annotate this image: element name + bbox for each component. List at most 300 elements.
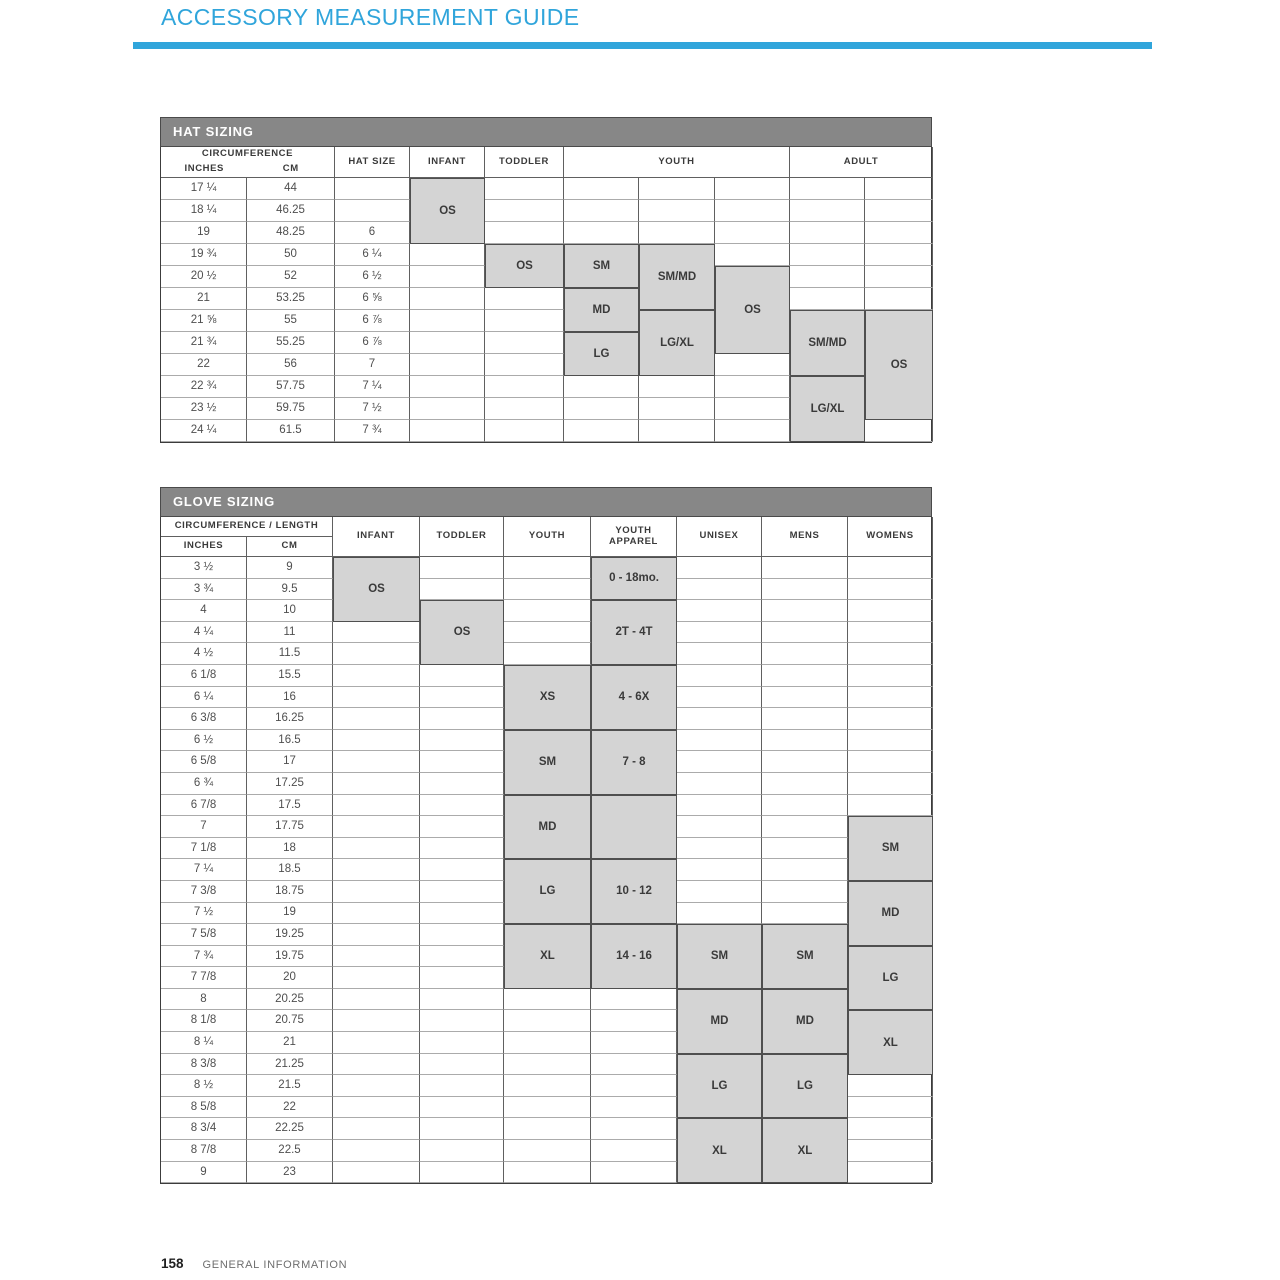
measurement-cell: 7 5/8	[161, 924, 247, 946]
measurement-cell: 21.5	[247, 1075, 333, 1097]
measurement-cell: 44	[247, 178, 335, 200]
size-cell-empty	[848, 751, 933, 773]
hat-sizing-table	[160, 117, 932, 443]
size-cell-empty	[848, 1140, 933, 1162]
sizing-grid	[160, 147, 932, 443]
measurement-cell: 3 ½	[161, 557, 247, 579]
size-cell-empty	[333, 967, 420, 989]
size-block: OS	[410, 178, 485, 244]
size-cell-empty	[333, 687, 420, 709]
measurement-cell: 21 ⅝	[161, 310, 247, 332]
size-cell-empty	[677, 643, 762, 665]
measurement-cell: 8 3/4	[161, 1118, 247, 1140]
size-cell-empty	[564, 376, 639, 398]
size-cell-empty	[420, 1032, 504, 1054]
measurement-cell: 56	[247, 354, 335, 376]
accent-rule	[133, 42, 1152, 49]
size-cell-empty	[677, 600, 762, 622]
size-block: OS	[865, 310, 933, 420]
size-block: OS	[715, 266, 790, 354]
measurement-cell: 18 ¼	[161, 200, 247, 222]
column-header: TODDLER	[420, 517, 504, 557]
measurement-cell: 8 ½	[161, 1075, 247, 1097]
measurement-cell: 8 7/8	[161, 1140, 247, 1162]
size-cell-empty	[420, 1097, 504, 1119]
size-cell-empty	[333, 1032, 420, 1054]
measurement-cell: 20.75	[247, 1010, 333, 1032]
size-cell-empty	[420, 881, 504, 903]
measurement-cell: 61.5	[247, 420, 335, 442]
size-cell-empty	[715, 376, 790, 398]
size-block: XL	[677, 1118, 762, 1183]
size-cell-empty	[410, 310, 485, 332]
size-cell-empty	[333, 1010, 420, 1032]
size-cell-empty	[790, 222, 865, 244]
size-cell-empty	[639, 178, 715, 200]
size-cell-empty	[677, 816, 762, 838]
size-cell-empty	[485, 288, 564, 310]
measurement-cell: 7 ¼	[335, 376, 410, 398]
measurement-cell: 6 ¼	[335, 244, 410, 266]
measurement-cell: 55.25	[247, 332, 335, 354]
measurement-cell: 16	[247, 687, 333, 709]
size-cell-empty	[848, 687, 933, 709]
measurement-cell: 55	[247, 310, 335, 332]
size-cell-empty	[420, 579, 504, 601]
measurement-cell: 8 5/8	[161, 1097, 247, 1119]
column-header: WOMENS	[848, 517, 933, 557]
column-header: HAT SIZE	[335, 147, 410, 178]
size-cell-empty	[677, 557, 762, 579]
measurement-cell: 17.5	[247, 795, 333, 817]
size-cell-empty	[504, 643, 591, 665]
size-cell-empty	[848, 579, 933, 601]
measurement-cell: 3 ¾	[161, 579, 247, 601]
circumference-label: CIRCUMFERENCE / LENGTH	[161, 517, 332, 537]
size-block: SM/MD	[790, 310, 865, 376]
size-cell-empty	[420, 946, 504, 968]
glove-sizing-table	[160, 487, 932, 1184]
size-cell-empty	[564, 178, 639, 200]
size-cell-empty	[420, 816, 504, 838]
size-cell-empty	[564, 200, 639, 222]
measurement-cell: 21 ¾	[161, 332, 247, 354]
size-cell-empty	[410, 376, 485, 398]
measurement-cell: 9	[161, 1162, 247, 1184]
size-cell-empty	[420, 967, 504, 989]
size-cell-empty	[333, 708, 420, 730]
size-cell-empty	[504, 622, 591, 644]
size-cell-empty	[333, 643, 420, 665]
size-cell-empty	[790, 200, 865, 222]
size-cell-empty	[504, 1054, 591, 1076]
size-cell-empty	[848, 1075, 933, 1097]
size-cell-empty	[865, 288, 933, 310]
size-cell-empty	[591, 1097, 677, 1119]
size-cell-empty	[865, 244, 933, 266]
size-cell-empty	[591, 989, 677, 1011]
size-cell-empty	[420, 1118, 504, 1140]
page-number: 158	[161, 1256, 184, 1271]
size-cell-empty	[677, 665, 762, 687]
size-cell-empty	[677, 622, 762, 644]
measurement-cell: 7 ¾	[161, 946, 247, 968]
size-cell-empty	[591, 1054, 677, 1076]
measurement-cell: 8 3/8	[161, 1054, 247, 1076]
size-cell-empty	[677, 903, 762, 925]
measurement-cell: 8 1/8	[161, 1010, 247, 1032]
column-header: INFANT	[410, 147, 485, 178]
sub-header-inches: INCHES	[184, 163, 224, 175]
size-cell-empty	[420, 1010, 504, 1032]
size-cell-empty	[790, 178, 865, 200]
size-cell-empty	[677, 751, 762, 773]
size-cell-empty	[420, 687, 504, 709]
measurement-cell: 6 ⅞	[335, 332, 410, 354]
size-cell-empty	[715, 222, 790, 244]
size-cell-empty	[420, 859, 504, 881]
size-cell-empty	[677, 795, 762, 817]
size-cell-empty	[790, 288, 865, 310]
size-cell-empty	[410, 288, 485, 310]
measurement-cell	[335, 178, 410, 200]
size-block: LG/XL	[639, 310, 715, 376]
size-block: LG	[564, 332, 639, 376]
size-cell-empty	[762, 903, 848, 925]
size-cell-empty	[591, 1010, 677, 1032]
measurement-cell: 7 ½	[161, 903, 247, 925]
size-cell-empty	[677, 730, 762, 752]
size-cell-empty	[762, 773, 848, 795]
size-cell-empty	[485, 354, 564, 376]
measurement-cell: 19	[247, 903, 333, 925]
measurement-cell: 9	[247, 557, 333, 579]
measurement-cell: 19.25	[247, 924, 333, 946]
size-block: MD	[564, 288, 639, 332]
size-cell-empty	[504, 1162, 591, 1184]
size-cell-empty	[715, 244, 790, 266]
measurement-cell: 57.75	[247, 376, 335, 398]
size-cell-empty	[591, 1075, 677, 1097]
measurement-cell: 7 ½	[335, 398, 410, 420]
measurement-cell: 7	[161, 816, 247, 838]
size-cell-empty	[333, 881, 420, 903]
size-cell-empty	[333, 665, 420, 687]
size-cell-empty	[848, 1118, 933, 1140]
size-cell-empty	[420, 773, 504, 795]
measurement-cell: 4 ¼	[161, 622, 247, 644]
measurement-cell: 23	[247, 1162, 333, 1184]
size-cell-empty	[333, 924, 420, 946]
circumference-label: CIRCUMFERENCE	[201, 148, 294, 160]
size-cell-empty	[504, 1140, 591, 1162]
size-block: 2T - 4T	[591, 600, 677, 665]
measurement-cell: 53.25	[247, 288, 335, 310]
size-block: 4 - 6X	[591, 665, 677, 730]
measurement-cell: 6	[335, 222, 410, 244]
size-cell-empty	[762, 579, 848, 601]
size-cell-empty	[420, 1054, 504, 1076]
measurement-cell: 4 ½	[161, 643, 247, 665]
size-cell-empty	[677, 881, 762, 903]
size-cell-empty	[848, 600, 933, 622]
size-cell-empty	[333, 903, 420, 925]
size-cell-empty	[504, 1075, 591, 1097]
size-block: LG	[762, 1054, 848, 1119]
size-cell-empty	[420, 730, 504, 752]
size-block: SM	[504, 730, 591, 795]
measurement-cell: 21	[247, 1032, 333, 1054]
size-cell-empty	[420, 557, 504, 579]
size-cell-empty	[715, 200, 790, 222]
size-cell-empty	[485, 376, 564, 398]
measurement-cell: 6 ¾	[161, 773, 247, 795]
measurement-cell: 19 ¾	[161, 244, 247, 266]
size-block: SM/MD	[639, 244, 715, 310]
size-cell-empty	[333, 622, 420, 644]
size-cell-empty	[333, 773, 420, 795]
measurement-cell	[335, 200, 410, 222]
size-block: OS	[333, 557, 420, 622]
measurement-cell: 6 ½	[161, 730, 247, 752]
measurement-cell: 6 ⅞	[335, 310, 410, 332]
measurement-cell: 22	[247, 1097, 333, 1119]
size-cell-empty	[715, 398, 790, 420]
size-cell-empty	[333, 946, 420, 968]
measurement-cell: 9.5	[247, 579, 333, 601]
measurement-cell: 7	[335, 354, 410, 376]
size-cell-empty	[410, 244, 485, 266]
size-cell-empty	[564, 420, 639, 442]
size-cell-empty	[420, 924, 504, 946]
size-block: OS	[485, 244, 564, 288]
measurement-cell: 21	[161, 288, 247, 310]
measurement-cell: 6 ¼	[161, 687, 247, 709]
measurement-cell: 7 ¾	[335, 420, 410, 442]
measurement-cell: 20	[247, 967, 333, 989]
size-block: LG/XL	[790, 376, 865, 442]
size-cell-empty	[504, 600, 591, 622]
size-cell-empty	[420, 708, 504, 730]
size-block: SM	[677, 924, 762, 989]
size-cell-empty	[333, 1097, 420, 1119]
size-cell-empty	[485, 178, 564, 200]
page-footer	[161, 1256, 347, 1271]
size-cell-empty	[410, 420, 485, 442]
measurement-cell: 52	[247, 266, 335, 288]
size-cell-empty	[485, 398, 564, 420]
measurement-cell: 22 ¾	[161, 376, 247, 398]
measurement-cell: 7 ¼	[161, 859, 247, 881]
size-cell-empty	[848, 795, 933, 817]
size-cell-empty	[865, 266, 933, 288]
measurement-cell: 22.5	[247, 1140, 333, 1162]
size-cell-empty	[865, 222, 933, 244]
measurement-cell: 8 ¼	[161, 1032, 247, 1054]
size-cell-empty	[639, 420, 715, 442]
measurement-cell: 16.25	[247, 708, 333, 730]
size-block: MD	[677, 989, 762, 1054]
size-cell-empty	[504, 1097, 591, 1119]
size-cell-empty	[715, 420, 790, 442]
measurement-cell: 59.75	[247, 398, 335, 420]
measurement-cell: 6 3/8	[161, 708, 247, 730]
size-cell-empty	[865, 178, 933, 200]
measurement-cell: 6 ½	[335, 266, 410, 288]
size-cell-empty	[677, 773, 762, 795]
size-cell-empty	[762, 557, 848, 579]
column-header: YOUTH	[564, 147, 790, 178]
size-cell-empty	[504, 1118, 591, 1140]
size-cell-empty	[591, 1032, 677, 1054]
size-cell-empty	[333, 1140, 420, 1162]
size-block: 10 - 12	[591, 859, 677, 924]
size-cell-empty	[639, 398, 715, 420]
size-cell-empty	[639, 222, 715, 244]
column-header: UNISEX	[677, 517, 762, 557]
measurement-cell: 17.25	[247, 773, 333, 795]
size-cell-empty	[420, 1075, 504, 1097]
size-cell-empty	[762, 622, 848, 644]
size-cell-empty	[848, 773, 933, 795]
size-block: XL	[762, 1118, 848, 1183]
size-block: MD	[848, 881, 933, 946]
size-block: XL	[504, 924, 591, 989]
measurement-cell: 18	[247, 838, 333, 860]
size-cell-empty	[504, 579, 591, 601]
measurement-cell: 24 ¼	[161, 420, 247, 442]
measurement-cell: 7 1/8	[161, 838, 247, 860]
size-cell-empty	[420, 903, 504, 925]
measurement-cell: 22	[161, 354, 247, 376]
size-cell-empty	[564, 222, 639, 244]
size-cell-empty	[762, 838, 848, 860]
size-block	[591, 795, 677, 860]
size-cell-empty	[848, 730, 933, 752]
size-block: MD	[762, 989, 848, 1054]
footer-section-label: GENERAL INFORMATION	[202, 1259, 348, 1271]
size-cell-empty	[504, 557, 591, 579]
size-cell-empty	[333, 795, 420, 817]
sub-header-cm: CM	[281, 540, 298, 552]
size-cell-empty	[504, 989, 591, 1011]
size-cell-empty	[333, 838, 420, 860]
size-cell-empty	[762, 730, 848, 752]
measurement-cell: 11	[247, 622, 333, 644]
size-block: LG	[677, 1054, 762, 1119]
measurement-cell: 15.5	[247, 665, 333, 687]
size-cell-empty	[848, 643, 933, 665]
measurement-cell: 18.75	[247, 881, 333, 903]
circumference-header	[161, 517, 333, 557]
measurement-cell: 8	[161, 989, 247, 1011]
size-cell-empty	[677, 708, 762, 730]
size-cell-empty	[762, 751, 848, 773]
measurement-cell: 16.5	[247, 730, 333, 752]
size-block: 7 - 8	[591, 730, 677, 795]
size-cell-empty	[333, 1118, 420, 1140]
size-cell-empty	[715, 178, 790, 200]
size-cell-empty	[677, 859, 762, 881]
size-cell-empty	[420, 838, 504, 860]
size-cell-empty	[333, 989, 420, 1011]
size-cell-empty	[762, 859, 848, 881]
column-header: INFANT	[333, 517, 420, 557]
measurement-cell: 17 ¼	[161, 178, 247, 200]
measurement-cell: 19.75	[247, 946, 333, 968]
size-cell-empty	[333, 1162, 420, 1184]
size-cell-empty	[410, 354, 485, 376]
measurement-cell: 6 5/8	[161, 751, 247, 773]
size-cell-empty	[333, 730, 420, 752]
size-cell-empty	[848, 1097, 933, 1119]
size-cell-empty	[848, 1162, 933, 1184]
size-cell-empty	[333, 751, 420, 773]
size-cell-empty	[333, 1054, 420, 1076]
measurement-cell: 50	[247, 244, 335, 266]
measurement-cell: 21.25	[247, 1054, 333, 1076]
page-title: ACCESSORY MEASUREMENT GUIDE	[161, 4, 580, 30]
size-cell-empty	[715, 354, 790, 376]
sizing-grid	[160, 517, 932, 1184]
size-cell-empty	[848, 708, 933, 730]
measurement-cell: 18.5	[247, 859, 333, 881]
size-cell-empty	[848, 557, 933, 579]
column-header: TODDLER	[485, 147, 564, 178]
size-cell-empty	[865, 420, 933, 442]
size-cell-empty	[639, 200, 715, 222]
size-cell-empty	[639, 376, 715, 398]
size-cell-empty	[420, 751, 504, 773]
size-cell-empty	[410, 398, 485, 420]
size-block: SM	[762, 924, 848, 989]
measurement-cell: 6 1/8	[161, 665, 247, 687]
size-cell-empty	[485, 420, 564, 442]
sub-header-inches: INCHES	[161, 537, 247, 556]
measurement-cell: 46.25	[247, 200, 335, 222]
size-cell-empty	[591, 1162, 677, 1184]
measurement-cell: 23 ½	[161, 398, 247, 420]
measurement-cell: 20 ½	[161, 266, 247, 288]
measurement-cell: 10	[247, 600, 333, 622]
size-cell-empty	[762, 795, 848, 817]
size-cell-empty	[762, 687, 848, 709]
measurement-cell: 6 7/8	[161, 795, 247, 817]
sub-header-cm: CM	[282, 163, 299, 175]
size-cell-empty	[420, 665, 504, 687]
size-block: SM	[564, 244, 639, 288]
size-block: LG	[504, 859, 591, 924]
size-block: 0 - 18mo.	[591, 557, 677, 600]
measurement-cell: 22.25	[247, 1118, 333, 1140]
size-cell-empty	[762, 600, 848, 622]
size-cell-empty	[677, 838, 762, 860]
size-cell-empty	[333, 1075, 420, 1097]
circumference-header	[161, 147, 335, 178]
size-cell-empty	[762, 708, 848, 730]
size-cell-empty	[410, 266, 485, 288]
table-title-bar: GLOVE SIZING	[160, 487, 932, 517]
column-header: YOUTH APPAREL	[591, 517, 677, 557]
size-cell-empty	[420, 989, 504, 1011]
column-header: ADULT	[790, 147, 933, 178]
size-cell-empty	[333, 816, 420, 838]
size-block: XL	[848, 1010, 933, 1075]
size-cell-empty	[333, 859, 420, 881]
size-block: 14 - 16	[591, 924, 677, 989]
size-cell-empty	[677, 687, 762, 709]
column-header: YOUTH	[504, 517, 591, 557]
